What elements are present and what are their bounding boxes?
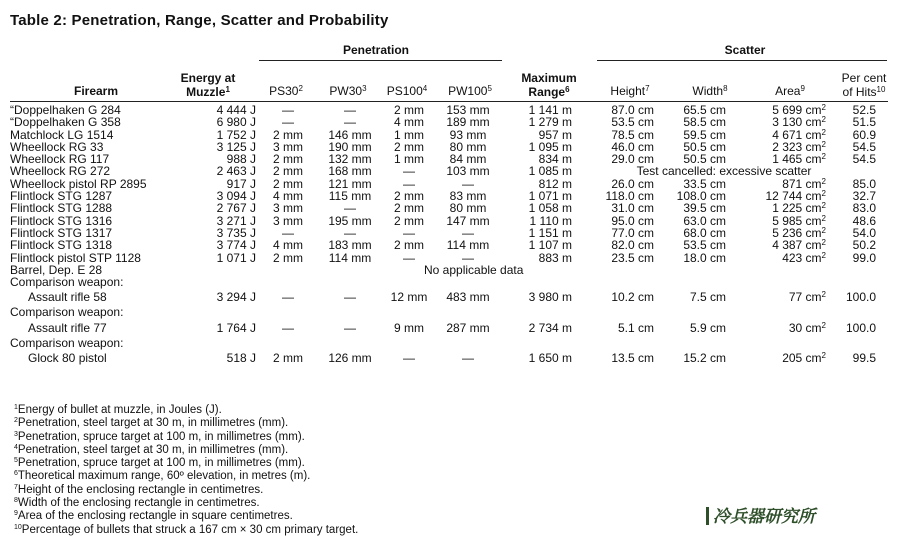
table-cell: 183 mm [328, 238, 372, 253]
header-height: Height$^7$ [610, 84, 650, 98]
table-cell: 132 mm [328, 152, 372, 167]
table-cell: 108.0 cm [676, 189, 726, 204]
table-cell: “Doppelhaken G 358 [10, 115, 121, 130]
table-cell: 1 465 $cm^2$ [772, 152, 826, 167]
table-cell: Wheellock RG 117 [10, 152, 110, 167]
table-cell: 126 mm [328, 351, 372, 366]
table-cell: 77.0 cm [611, 225, 654, 240]
table-cell: 883 m [538, 250, 572, 265]
table-cell: 48.6 [852, 213, 876, 228]
comparison-label: Comparison weapon: [10, 335, 124, 350]
table-cell: 82.0 cm [611, 238, 654, 253]
header-width: Width$^8$ [692, 84, 728, 98]
table-cell: 3 735 J [216, 225, 256, 240]
table-cell: 3 130 $cm^2$ [772, 115, 826, 130]
table-cell: 5 236 $cm^2$ [772, 225, 826, 240]
table-cell: 39.5 cm [683, 201, 726, 216]
table-cell: 5 985 $cm^2$ [772, 213, 826, 228]
table-cell: 54.5 [852, 152, 876, 167]
table-cell: 2 mm [273, 176, 303, 191]
table-title: Table 2: Penetration, Range, Scatter and Probability [10, 12, 389, 29]
table-cell: 12 mm [390, 290, 428, 305]
table-row [10, 227, 876, 239]
table-cell: 168 mm [328, 164, 372, 179]
table-row [10, 129, 876, 141]
table-cell: 23.5 cm [611, 250, 654, 265]
table-cell: 147 mm [446, 213, 490, 228]
table-cell: — [282, 290, 294, 305]
table-cell: 1 095 m [528, 139, 572, 154]
table-cell: 1 752 J [216, 127, 256, 142]
table-cell: 114 mm [446, 238, 490, 253]
footnotes [14, 404, 358, 537]
table-cell: 1 085 m [528, 164, 572, 179]
comparison-label-row [10, 337, 876, 349]
table-cell: 87.0 cm [611, 103, 654, 117]
table-cell: 1 225 $cm^2$ [772, 201, 826, 216]
table-cell: 50.5 cm [683, 139, 726, 154]
table-cell: 53.5 cm [683, 238, 726, 253]
table-cell: 1 764 J [216, 320, 256, 335]
table-cell: 99.5 [852, 351, 876, 366]
header-pw30: $PW30^3$ [329, 84, 367, 98]
table-cell: 83.0 [852, 201, 876, 216]
table-cell: — [403, 176, 415, 191]
table-row [10, 104, 876, 116]
table-cell: 5.9 cm [689, 320, 726, 335]
table-cell: 18.0 cm [683, 250, 726, 265]
table-cell: 9 mm [394, 320, 424, 335]
table-cell: 103 mm [446, 164, 490, 179]
header-firearm: Firearm [73, 84, 119, 98]
table-cell: 3 125 J [216, 139, 256, 154]
table-cell: 13.5 cm [611, 351, 654, 366]
table-cell: 83 mm [449, 189, 487, 204]
table-cell: Flintlock STG 1318 [10, 238, 113, 253]
table-row [10, 141, 876, 153]
footnote: $^9$Area of the enclosing rectangle in square centimetres. [14, 510, 293, 523]
table-cell: 80 mm [449, 201, 487, 216]
table-cell: 2 mm [394, 103, 424, 117]
table-cell: — [462, 250, 474, 265]
table-cell: — [282, 320, 294, 335]
table-cell: 114 mm [328, 250, 372, 265]
table-cell: — [344, 201, 356, 216]
table-cell: — [403, 225, 415, 240]
comparison-label-row [10, 306, 876, 318]
table-cell: Flintlock STG 1316 [10, 213, 113, 228]
table-cell: 5.1 cm [617, 320, 654, 335]
table-cell: 1 650 m [528, 351, 572, 366]
table-cell: 146 mm [328, 127, 372, 142]
table-cell: 4 387 $cm^2$ [772, 238, 826, 253]
table-cell: — [282, 115, 294, 130]
table-cell: 287 mm [446, 320, 490, 335]
table-cell: 2 mm [273, 351, 303, 366]
table-row [10, 215, 876, 227]
footnote: $^6$Theoretical maximum range, 60º elevation, in metres (m). [14, 470, 311, 483]
scatter-cancelled-note: Test cancelled: excessive scatter [636, 164, 812, 179]
table-cell: — [282, 225, 294, 240]
table-cell: 423 $cm^2$ [782, 250, 826, 265]
table-cell: Flintlock STG 1317 [10, 225, 113, 240]
table-cell: Assault rifle 77 [28, 320, 107, 335]
table-cell: 3 294 J [216, 290, 256, 305]
table-cell: 2 mm [273, 164, 303, 179]
footnote: $^8$Width of the enclosing rectangle in centimetres. [14, 497, 260, 510]
watermark: 冷兵器研究所 [706, 502, 815, 527]
table-cell: 205 $cm^2$ [782, 351, 826, 366]
header-range: Maximum Range$^6$ [521, 71, 577, 99]
table-cell: 1 279 m [528, 115, 572, 130]
table-cell: 1 071 m [528, 189, 572, 204]
penetration-rule [259, 60, 502, 61]
table-cell: 2 mm [394, 238, 424, 253]
table-cell: 30 $cm^2$ [788, 320, 826, 335]
table-cell: 1 151 m [528, 225, 572, 240]
header-energy: Energy at Muzzle$^1$ [180, 71, 236, 99]
table-cell: 812 m [538, 176, 572, 191]
table-cell: 121 mm [328, 176, 372, 191]
table-cell: — [344, 115, 356, 130]
table-cell: 957 m [538, 127, 572, 142]
table-row [10, 190, 876, 202]
table-cell: 1 107 m [528, 238, 572, 253]
table-cell: — [403, 351, 415, 366]
table-row [10, 349, 876, 367]
table-cell: 54.0 [852, 225, 876, 240]
table-cell: 60.9 [852, 127, 876, 142]
table-row [10, 178, 876, 190]
table-cell: 190 mm [328, 139, 372, 154]
table-cell: 1 058 m [528, 201, 572, 216]
table-cell: 85.0 [852, 176, 876, 191]
table-cell: Flintlock STG 1288 [10, 201, 113, 216]
table-cell: 4 444 J [216, 103, 256, 117]
table-cell: 7.5 cm [689, 290, 726, 305]
table-cell: — [344, 290, 356, 305]
table-cell: 1 mm [394, 152, 424, 167]
header-pw100: $PW100^5$ [448, 84, 492, 98]
table-cell: Wheellock RG 272 [10, 164, 111, 179]
footnote: $^4$Penetration, steel target at 30 m, in millimetres (mm). [14, 443, 289, 456]
table-cell: 2 734 m [528, 320, 572, 335]
table-cell: Assault rifle 58 [28, 290, 107, 305]
table-cell: — [282, 103, 294, 117]
table-cell: — [462, 176, 474, 191]
table-cell: — [403, 250, 415, 265]
table-cell: 115 mm [328, 189, 372, 204]
table-cell: 3 094 J [216, 189, 256, 204]
table-cell: 51.5 [852, 115, 876, 130]
header-ps100: $PS100^4$ [386, 84, 428, 98]
table-row [10, 252, 876, 264]
table-cell: 53.5 cm [611, 115, 654, 130]
table-cell: Flintlock STG 1287 [10, 189, 113, 204]
table-cell: Glock 80 pistol [28, 351, 107, 366]
table-cell: 2 323 $cm^2$ [772, 139, 826, 154]
table-cell: 4 671 $cm^2$ [772, 127, 826, 142]
table-cell: — [403, 164, 415, 179]
table-cell: 15.2 cm [683, 351, 726, 366]
table-cell: 29.0 cm [611, 152, 654, 167]
table-cell: 3 774 J [216, 238, 256, 253]
table-cell: 153 mm [446, 103, 490, 117]
table-cell: 2 mm [394, 201, 424, 216]
table-cell: 118.0 cm [605, 189, 654, 204]
watermark-bar [706, 507, 709, 525]
table-cell: — [462, 351, 474, 366]
table-cell: 50.5 cm [683, 152, 726, 167]
scatter-group-header: Scatter [724, 43, 766, 57]
table-cell: 518 J [226, 351, 256, 366]
table-cell: 5 699 $cm^2$ [772, 103, 826, 117]
table-cell: 33.5 cm [683, 176, 726, 191]
data-table [10, 104, 876, 367]
scatter-rule [597, 60, 887, 61]
table-cell: 483 mm [446, 290, 490, 305]
table-cell: 1 071 J [216, 250, 256, 265]
table-cell: Wheellock RG 33 [10, 139, 104, 154]
penetration-group-header: Penetration [342, 43, 409, 57]
table-cell: 12 744 $cm^2$ [765, 189, 826, 204]
table-cell: 834 m [538, 152, 572, 167]
table-cell: 80 mm [449, 139, 487, 154]
table-cell: 78.5 cm [611, 127, 654, 142]
header-hits: Per cent of Hits$^{10}$ [841, 71, 887, 99]
table-row [10, 264, 876, 276]
table-cell: 4 mm [273, 189, 303, 204]
barrel-label: Barrel, Dep. E 28 [10, 262, 103, 277]
table-cell: 2 767 J [216, 201, 256, 216]
table-cell: 3 mm [273, 201, 303, 216]
table-cell: 6 980 J [216, 115, 256, 130]
footnote: $^7$Height of the enclosing rectangle in centimetres. [14, 483, 264, 496]
footnote: $^3$Penetration, spruce target at 100 m, in millimetres (mm). [14, 430, 305, 443]
footnote: $^2$Penetration, steel target at 30 m, in millimetres (mm). [14, 417, 289, 430]
table-cell: 2 mm [273, 127, 303, 142]
table-cell: 77 $cm^2$ [788, 290, 826, 305]
table-cell: — [344, 103, 356, 117]
table-cell: 32.7 [852, 189, 876, 204]
table-cell: 2 mm [394, 139, 424, 154]
table-cell: 2 mm [273, 250, 303, 265]
table-cell: 65.5 cm [683, 103, 726, 117]
table-cell: 917 J [226, 176, 256, 191]
table-cell: 1 141 m [528, 103, 572, 117]
table-cell: 59.5 cm [683, 127, 726, 142]
header-area: Area$^9$ [775, 84, 805, 98]
table-cell: 1 mm [394, 127, 424, 142]
table-cell: 50.2 [852, 238, 876, 253]
table-cell: 84 mm [449, 152, 487, 167]
no-data-note: No applicable data [424, 262, 524, 277]
table-cell: 31.0 cm [611, 201, 654, 216]
table-cell: 10.2 cm [611, 290, 654, 305]
table-cell: 99.0 [852, 250, 876, 265]
table-cell: 26.0 cm [611, 176, 654, 191]
table-cell: 3 mm [273, 213, 303, 228]
table-row [10, 116, 876, 128]
table-cell: 871 $cm^2$ [782, 176, 826, 191]
table-cell: 1 110 m [529, 213, 572, 228]
table-cell: Flintlock pistol STP 1128 [10, 250, 141, 265]
table-cell: 2 mm [394, 213, 424, 228]
comparison-label: Comparison weapon: [10, 275, 124, 290]
table-cell: 100.0 [845, 320, 876, 335]
table-cell: 95.0 cm [611, 213, 654, 228]
table-cell: 58.5 cm [683, 115, 726, 130]
table-cell: — [344, 225, 356, 240]
table-cell: — [344, 320, 356, 335]
header-ps30: $PS30^2$ [269, 84, 303, 98]
table-cell: 63.0 cm [683, 213, 726, 228]
table-cell: 3 980 m [528, 290, 572, 305]
table-cell: 52.5 [852, 103, 876, 117]
table-cell: 93 mm [449, 127, 487, 142]
footnote: $^5$Penetration, spruce target at 100 m, in millimetres (mm). [14, 457, 305, 470]
table-cell: — [462, 225, 474, 240]
table-cell: 54.5 [852, 139, 876, 154]
table-cell: 68.0 cm [683, 225, 726, 240]
table-row [10, 319, 876, 337]
table-body [10, 104, 876, 367]
table-cell: 4 mm [394, 115, 424, 130]
table-cell: “Doppelhaken G 284 [10, 103, 121, 117]
table-cell: 2 463 J [216, 164, 256, 179]
table-cell: Matchlock LG 1514 [10, 127, 114, 142]
footnote: $^{10}$Percentage of bullets that struck a 167 cm × 30 cm primary target. [14, 523, 359, 536]
table-cell: 46.0 cm [611, 139, 654, 154]
table-cell: 195 mm [328, 213, 372, 228]
table-cell: 3 271 J [216, 213, 256, 228]
comparison-label: Comparison weapon: [10, 305, 124, 320]
table-cell: 2 mm [273, 152, 303, 167]
table-row [10, 202, 876, 214]
footnote: $^1$Energy of bullet at muzzle, in Joules (J). [14, 404, 222, 416]
header-rule [10, 101, 888, 102]
table-cell: 2 mm [394, 189, 424, 204]
table-cell: 189 mm [446, 115, 490, 130]
table-cell: 4 mm [273, 238, 303, 253]
table-cell: 3 mm [273, 139, 303, 154]
table-cell: 988 J [226, 152, 256, 167]
comparison-label-row [10, 276, 876, 288]
table-row [10, 288, 876, 306]
table-cell: 100.0 [845, 290, 876, 305]
table-cell: Wheellock pistol RP 2895 [10, 176, 147, 191]
